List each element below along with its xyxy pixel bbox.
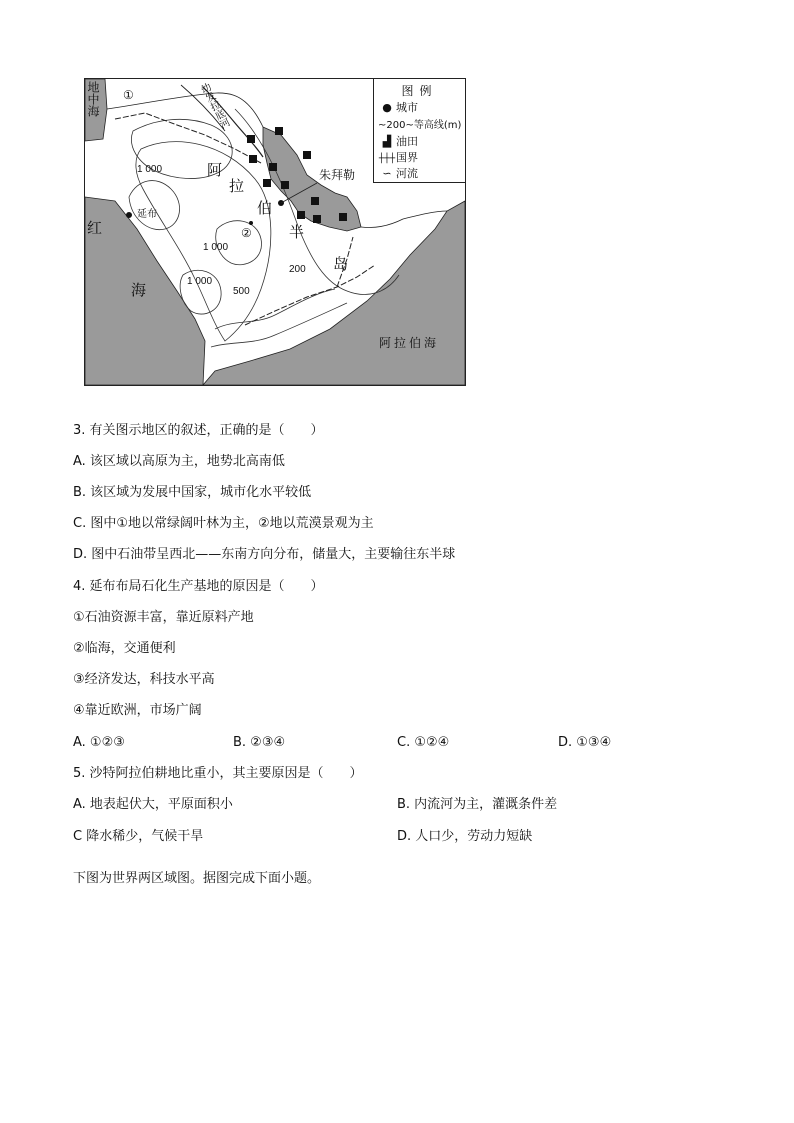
label-peninsula-la: 拉 — [229, 177, 245, 195]
label-contour-500: 500 — [233, 286, 250, 297]
q4-statement-3: ③经济发达，科技水平高 — [73, 672, 215, 687]
q4-statement-2: ②临海，交通便利 — [73, 641, 176, 656]
label-arabian-sea: 阿拉伯海 — [379, 336, 440, 350]
oilfield-icon — [303, 151, 311, 159]
q5-stem: 5. 沙特阿拉伯耕地比重小，其主要原因是（ ） — [73, 766, 363, 781]
q3-option-b: B. 该区域为发展中国家，城市化水平较低 — [73, 485, 312, 500]
label-point1: ① — [123, 88, 134, 102]
legend-title: 图例 — [401, 84, 438, 98]
map-legend — [373, 79, 465, 183]
oilfield-icon — [339, 213, 347, 221]
legend-item-contour: ~200~等高线(m) — [378, 120, 462, 131]
label-point2: ② — [241, 226, 252, 240]
label-contour-1000-b: 1 000 — [203, 242, 229, 253]
label-red: 红 — [87, 219, 103, 237]
label-jubail: 朱拜勒 — [319, 168, 356, 182]
city-yanbu-dot — [126, 212, 132, 218]
q5-option-b: B. 内流河为主，灌溉条件差 — [397, 797, 558, 812]
label-sea: 海 — [131, 281, 147, 299]
arabian-peninsula-map — [84, 78, 466, 386]
q3-option-d: D. 图中石油带呈西北——东南方向分布，储量大，主要输往东半球 — [73, 547, 456, 562]
q4-option-a: A. ①②③ — [73, 735, 125, 750]
legend-item-oilfield: ▟ 油田 — [378, 133, 418, 149]
q4-statement-4: ④靠近欧洲，市场广阔 — [73, 703, 202, 718]
label-peninsula-bo: 伯 — [257, 199, 273, 217]
oilfield-icon — [281, 181, 289, 189]
oilfield-icon — [247, 135, 255, 143]
q4-option-d: D. ①③④ — [558, 735, 612, 750]
oilfield-icon — [263, 179, 271, 187]
q3-stem: 3. 有关图示地区的叙述，正确的是（ ） — [73, 423, 324, 438]
label-contour-1000-a: 1 000 — [137, 164, 163, 175]
q4-statement-1: ①石油资源丰富，靠近原料产地 — [73, 610, 254, 625]
oilfield-icon — [269, 163, 277, 171]
q5-option-c: C 降水稀少，气候干旱 — [73, 829, 204, 844]
q5-option-d: D. 人口少，劳动力短缺 — [397, 829, 533, 844]
oilfield-icon — [311, 197, 319, 205]
next-section-intro: 下图为世界两区域图。据图完成下面小题。 — [73, 871, 321, 886]
city-dot-icon: ● — [382, 101, 392, 114]
contour-1000-west — [129, 181, 180, 230]
border-icon: ┼┼┼ — [378, 154, 396, 164]
label-mediterranean: 地中海 — [86, 81, 100, 117]
legend-item-city: ● 城市 — [378, 99, 418, 115]
label-yanbu: 延布 — [137, 209, 157, 220]
label-contour-200: 200 — [289, 264, 306, 275]
oilfield-icon: ▟ — [382, 135, 392, 148]
label-euphrates: 幼发拉底河 — [197, 81, 231, 132]
q3-option-c: C. 图中①地以常绿阔叶林为主，②地以荒漠景观为主 — [73, 516, 374, 531]
point2-dot — [249, 221, 253, 225]
label-peninsula-dao: 岛 — [333, 255, 349, 273]
q5-option-a: A. 地表起伏大，平原面积小 — [73, 797, 233, 812]
oilfield-icon — [249, 155, 257, 163]
q3-option-a: A. 该区域以高原为主，地势北高南低 — [73, 454, 285, 469]
q4-option-b: B. ②③④ — [233, 735, 286, 750]
oilfield-icon — [275, 127, 283, 135]
contour-line-icon: ~200~ — [378, 120, 414, 131]
label-contour-1000-c: 1 000 — [187, 276, 213, 287]
oilfield-icon — [313, 215, 321, 223]
label-peninsula-a: 阿 — [207, 161, 223, 179]
legend-item-border: ┼┼┼国界 — [378, 151, 418, 164]
legend-item-river: ∽ 河流 — [378, 165, 418, 181]
q4-stem: 4. 延布布局石化生产基地的原因是（ ） — [73, 579, 324, 594]
oilfield-icon — [297, 211, 305, 219]
label-peninsula-ban: 半 — [289, 223, 305, 241]
river-icon: ∽ — [382, 167, 392, 180]
q4-option-c: C. ①②④ — [397, 735, 450, 750]
